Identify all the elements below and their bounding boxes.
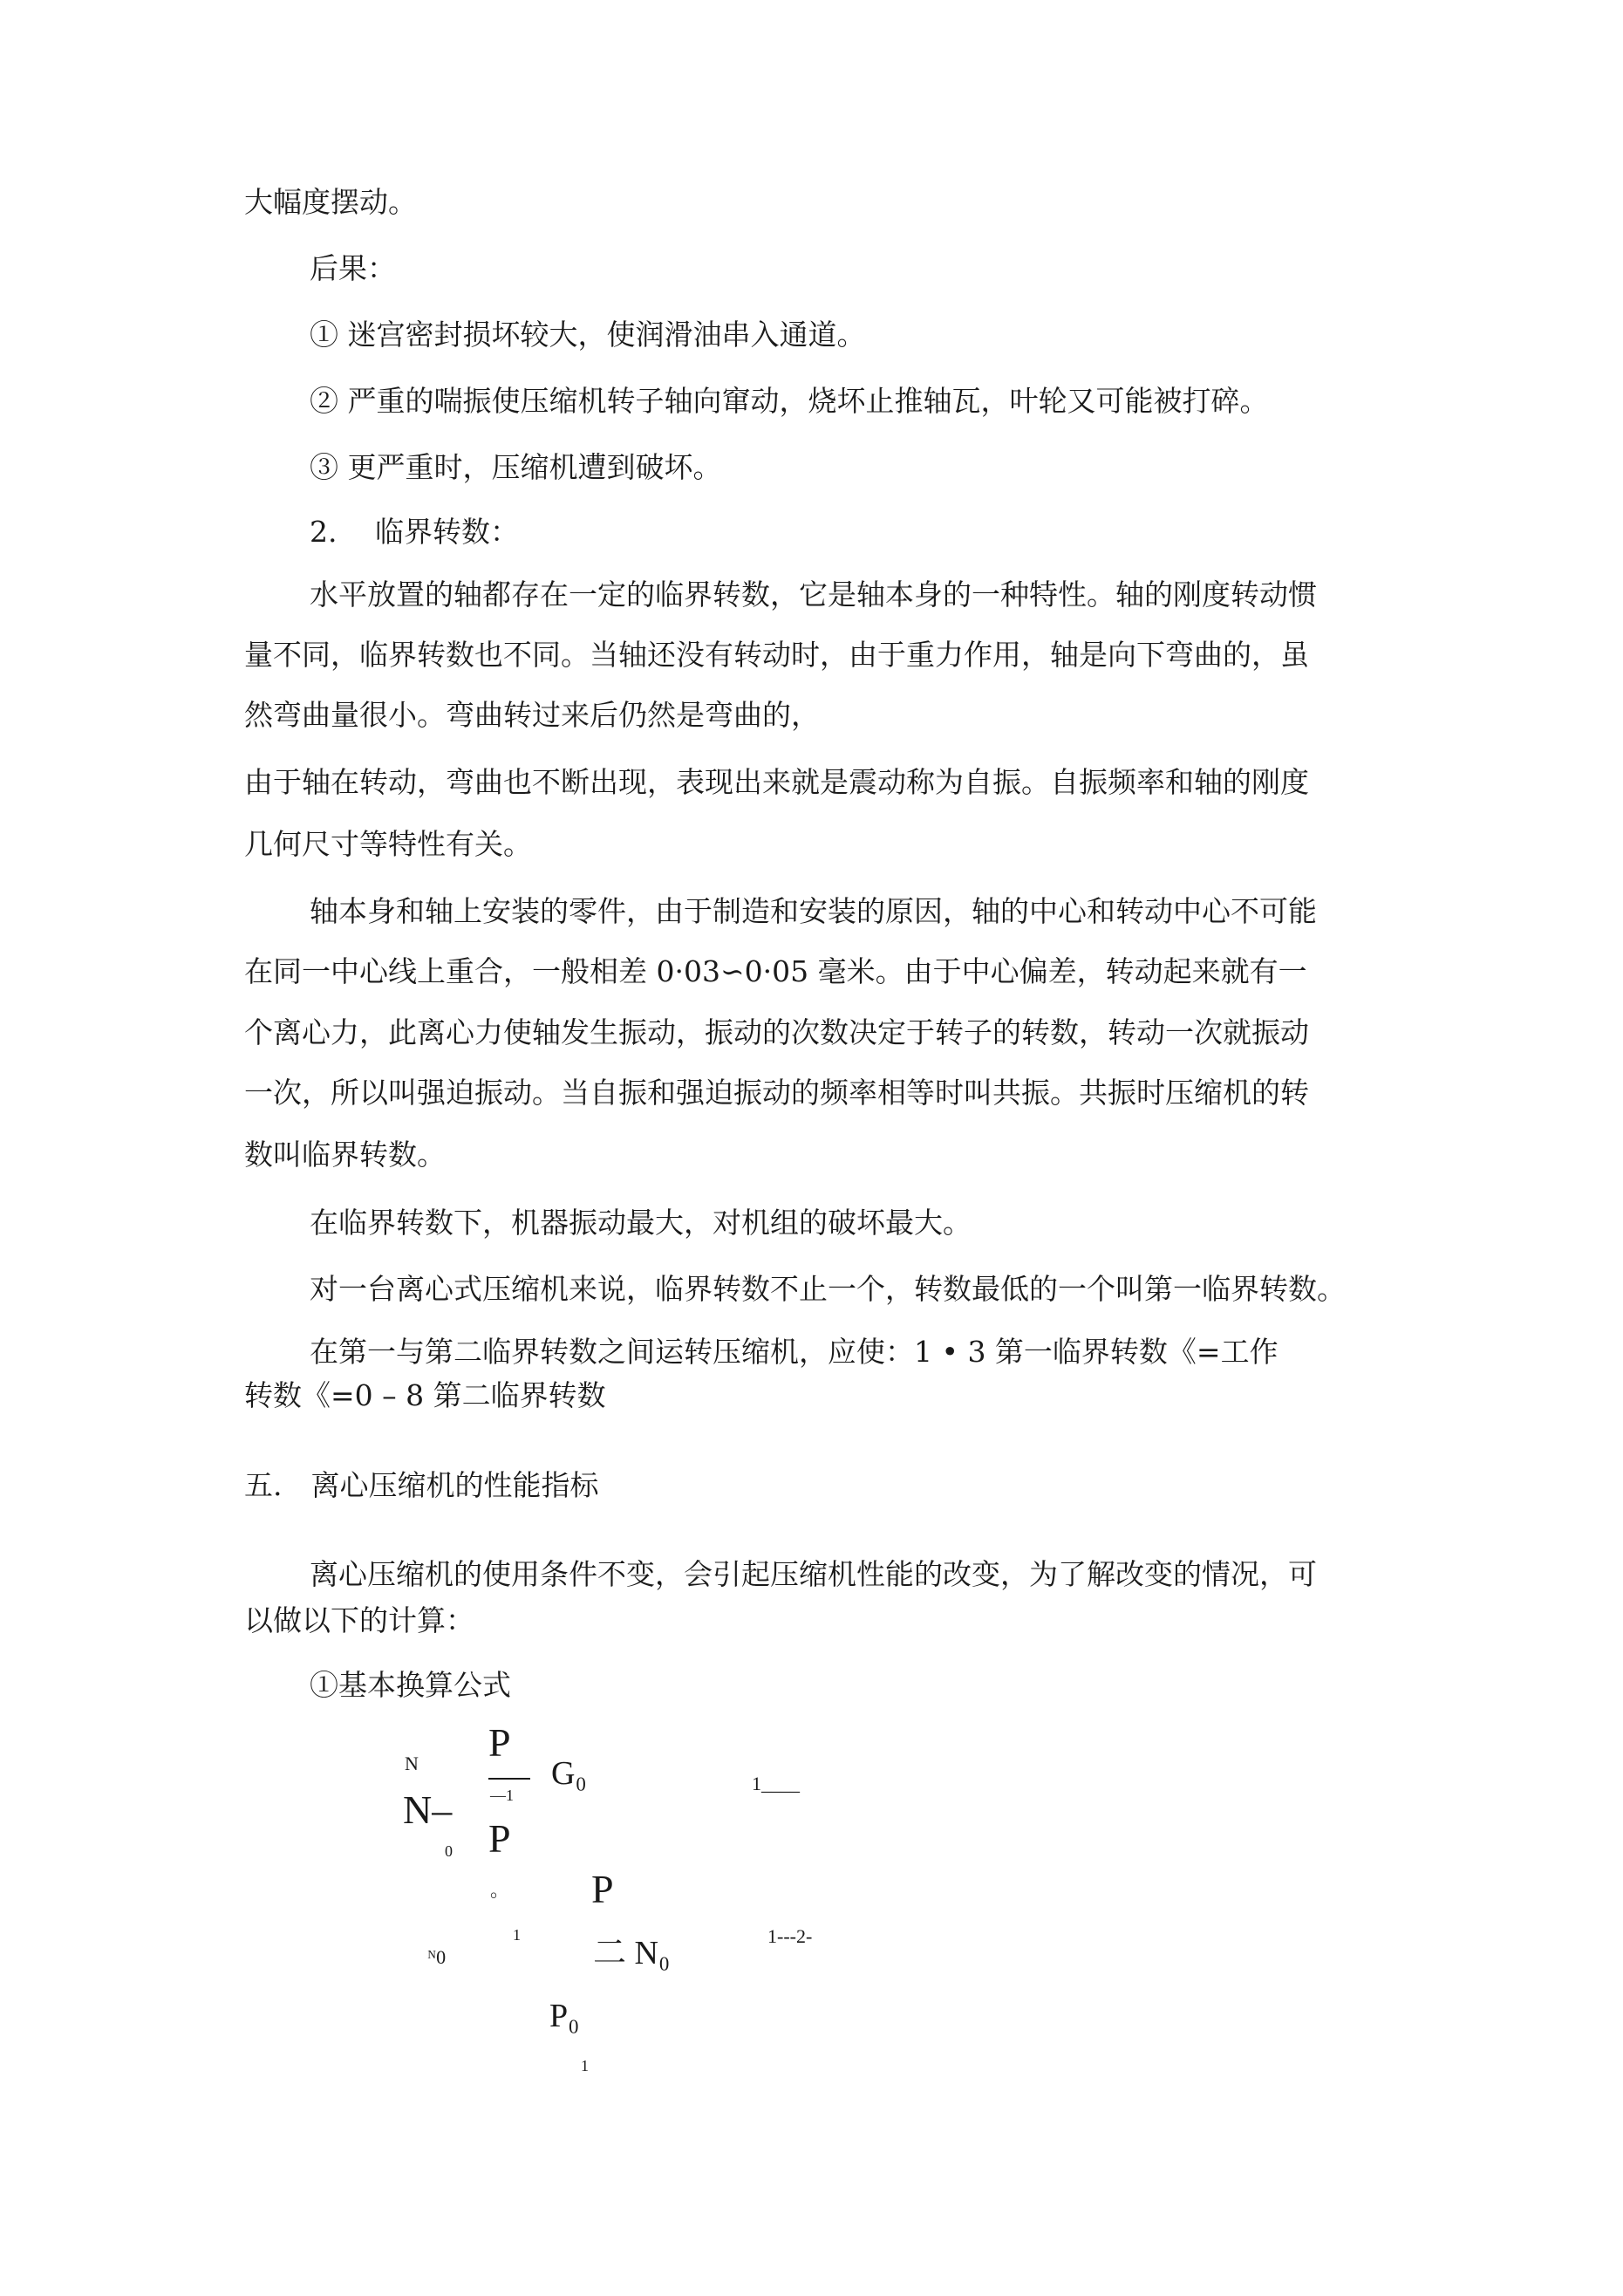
formula-minus-one: —1 — [490, 1787, 514, 1804]
formula-p-right: P — [591, 1867, 614, 1911]
section-heading-critical-speed: 2. 临界转数： — [310, 515, 519, 549]
text-line: 水平放置的轴都存在一定的临界转数，它是轴本身的一种特性。轴的刚度转动惯 — [310, 577, 1317, 612]
text-line: 然弯曲量很小。弯曲转过来后仍然是弯曲的， — [244, 698, 820, 732]
formula-p-denominator: P — [488, 1816, 511, 1861]
list-item: ① 迷宫密封损坏较大，使润滑油串入通道。 — [310, 318, 866, 352]
formula-superscript: 1 — [513, 1926, 521, 1944]
text-line: 以做以下的计算： — [244, 1603, 474, 1637]
formula-p-numerator: P — [488, 1720, 511, 1765]
text-line: 轴本身和轴上安装的零件，由于制造和安装的原因，轴的中心和转动中心不可能 — [310, 894, 1317, 928]
formula-subscript: 1 — [581, 2057, 589, 2074]
formula-subscript: 0 — [445, 1842, 453, 1860]
formula-ratio-1: 1____ — [752, 1773, 800, 1794]
text-line: 在第一与第二临界转数之间运转压缩机，应使：1 • 3 第一临界转数《=工作 — [310, 1335, 1279, 1369]
formula-heading: ①基本换算公式 — [310, 1668, 511, 1702]
text-line: 几何尺寸等特性有关。 — [244, 827, 532, 861]
formula-n-dash: N– — [403, 1787, 453, 1832]
formula-p0: P₀ — [549, 1998, 580, 2034]
consequence-heading: 后果： — [310, 251, 396, 285]
text-line: 在临界转数下，机器振动最大，对机组的破坏最大。 — [310, 1206, 972, 1240]
formula-circle-subscript: 。 — [490, 1879, 510, 1901]
section-heading-performance: 五. 离心压缩机的性能指标 — [244, 1468, 599, 1502]
formula-n0-left: ᴺ0 — [427, 1946, 447, 1968]
text-line: 转数《=0 – 8 第二临界转数 — [244, 1378, 606, 1412]
formula-ratio-2: 1---2- — [767, 1925, 813, 1947]
list-item: ② 严重的喘振使压缩机转子轴向窜动，烧坏止推轴瓦，叶轮又可能被打碎。 — [310, 384, 1269, 418]
list-item: ③ 更严重时，压缩机遭到破坏。 — [310, 450, 722, 484]
fraction-bar — [488, 1778, 530, 1780]
formula-g0: G₀ — [551, 1755, 587, 1792]
text-line: 由于轴在转动，弯曲也不断出现，表现出来就是震动称为自振。自振频率和轴的刚度 — [244, 765, 1309, 799]
text-line: 个离心力，此离心力使轴发生振动，振动的次数决定于转子的转数，转动一次就振动 — [244, 1015, 1309, 1049]
text-line: 大幅度摆动。 — [244, 185, 417, 219]
text-line: 一次，所以叫强迫振动。当自振和强迫振动的频率相等时叫共振。共振时压缩机的转 — [244, 1076, 1309, 1110]
text-line: 离心压缩机的使用条件不变，会引起压缩机性能的改变，为了解改变的情况，可 — [310, 1557, 1317, 1591]
text-line: 在同一中心线上重合，一般相差 0·03∽0·05 毫米。由于中心偏差，转动起来就有一 — [244, 954, 1307, 988]
text-line: 数叫临界转数。 — [244, 1138, 446, 1172]
formula-eq-n0: 二 N₀ — [593, 1935, 671, 1971]
text-line: 量不同，临界转数也不同。当轴还没有转动时，由于重力作用，轴是向下弯曲的，虽 — [244, 638, 1309, 672]
formula-n-top: N — [405, 1753, 419, 1774]
text-line: 对一台离心式压缩机来说，临界转数不止一个，转数最低的一个叫第一临界转数。 — [310, 1272, 1346, 1306]
